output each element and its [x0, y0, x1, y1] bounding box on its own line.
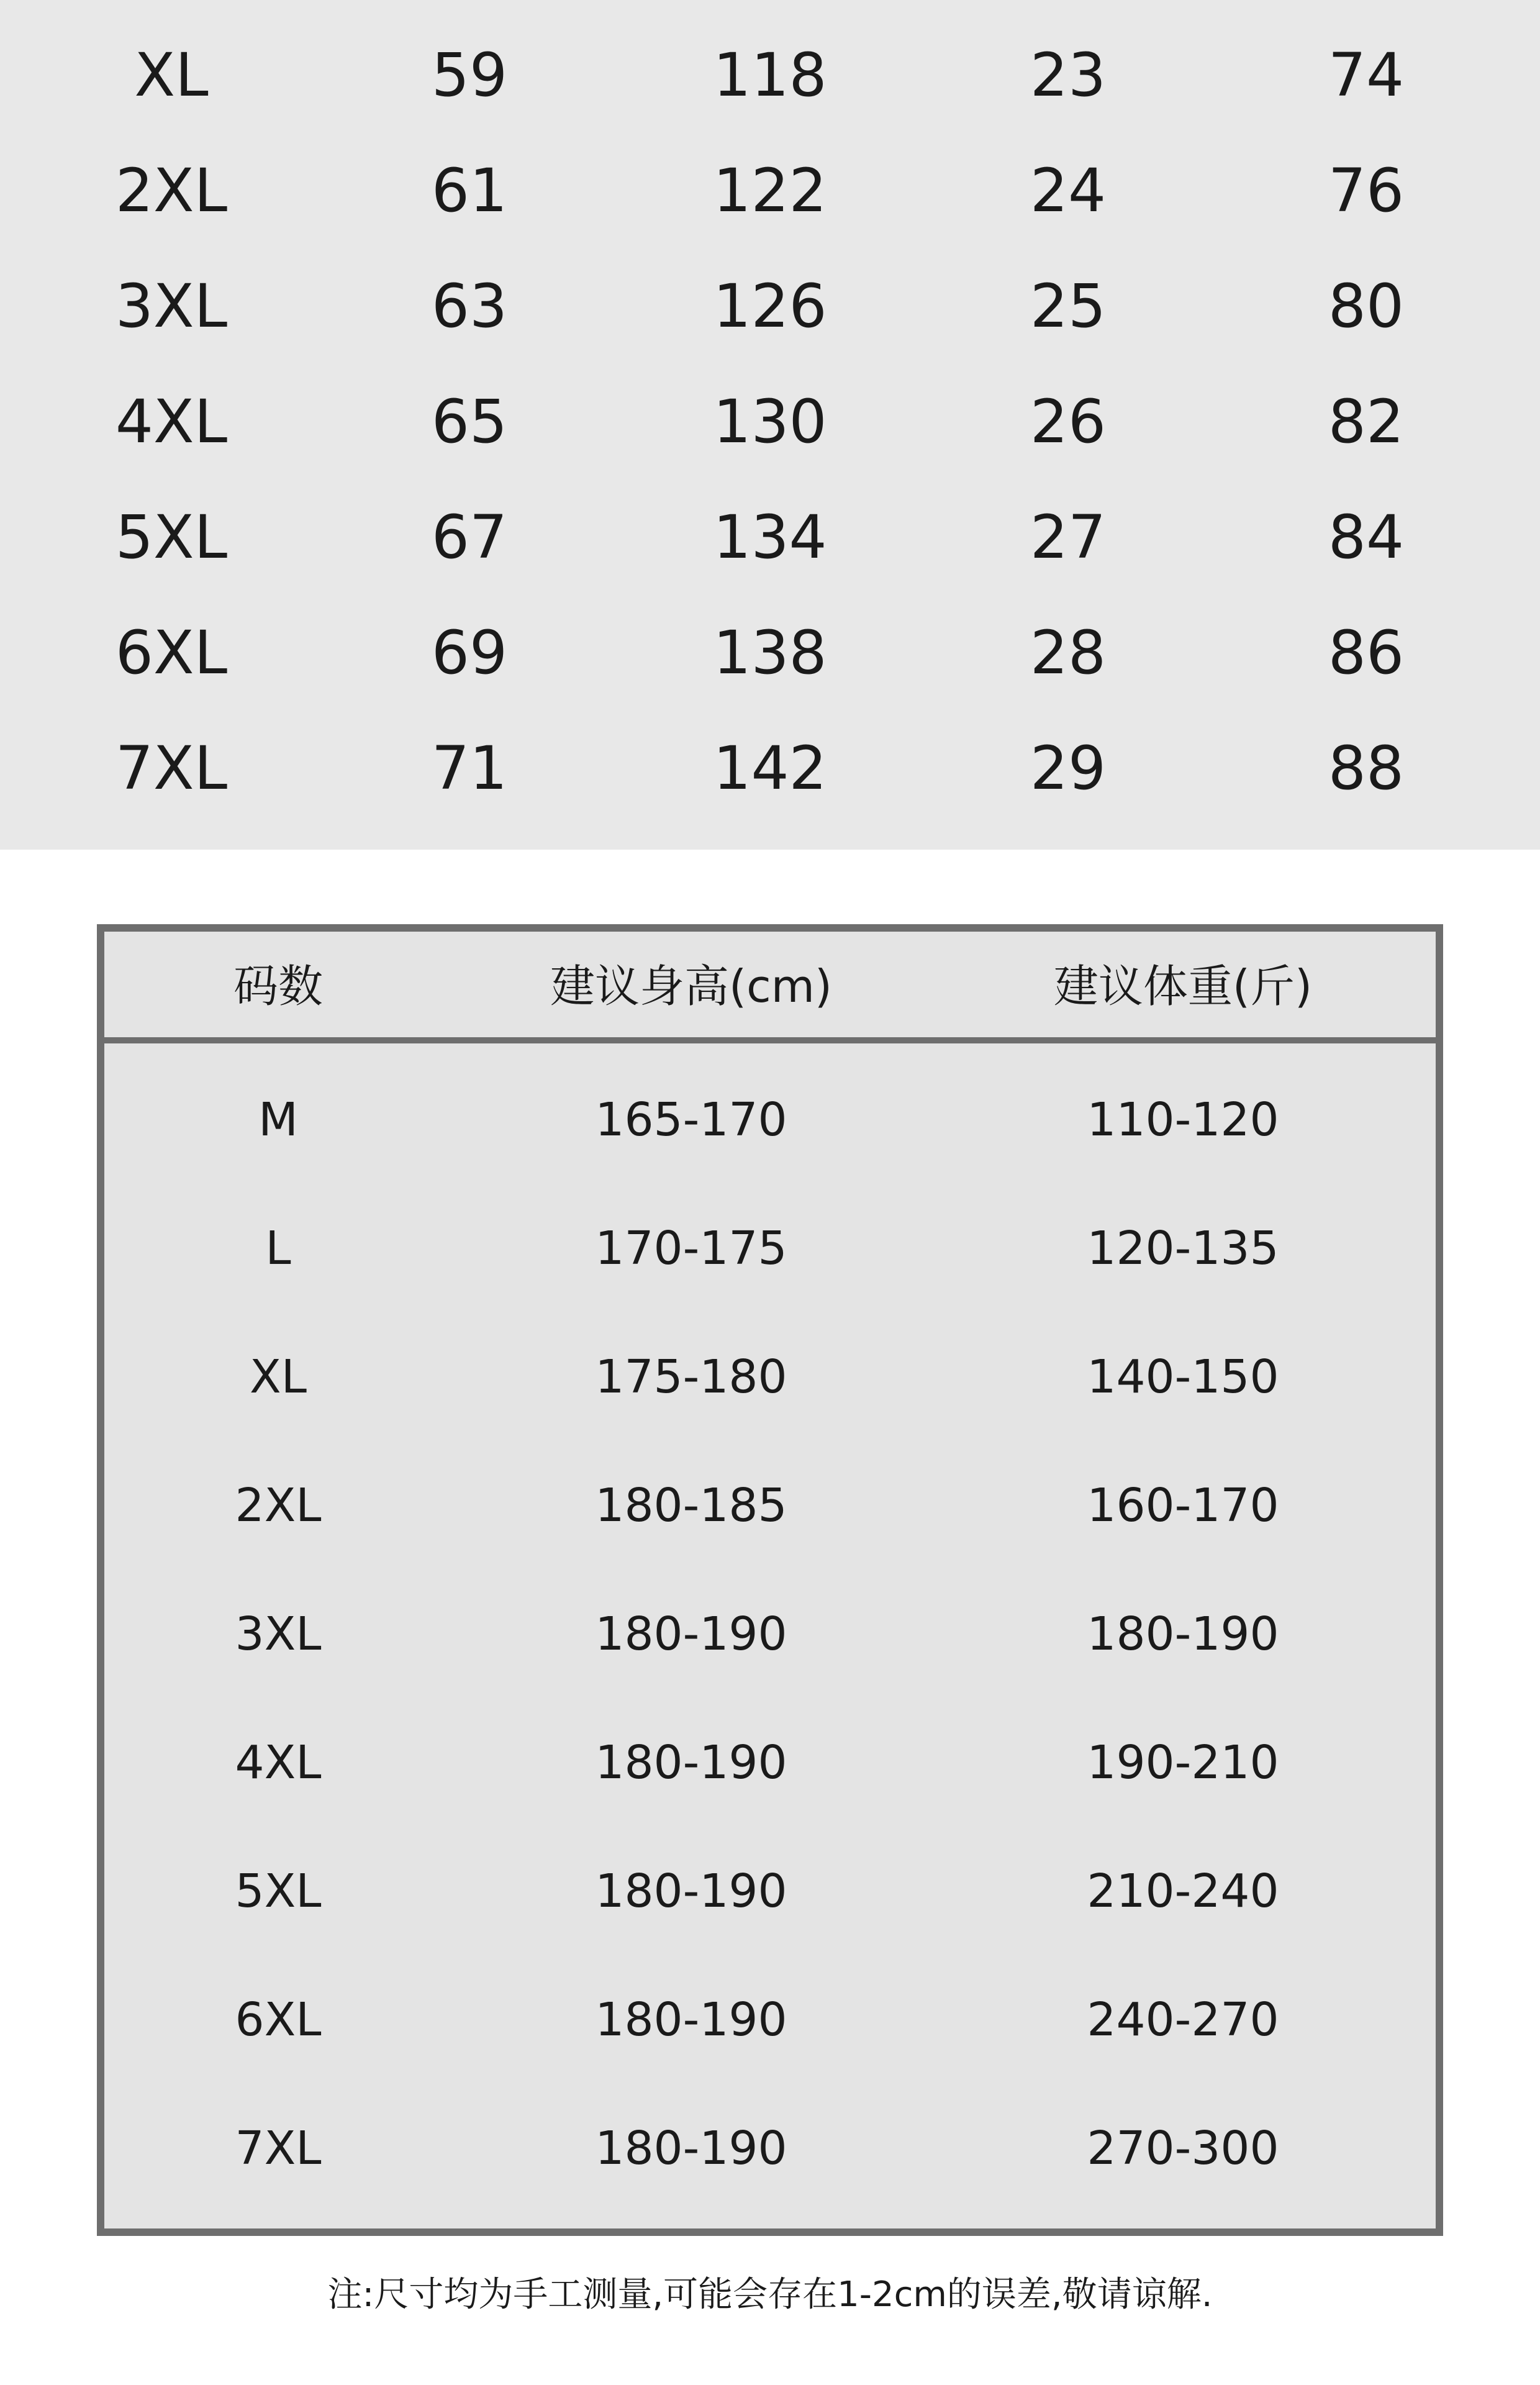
size-cell: L [265, 1222, 291, 1275]
size-cell: 3XL [235, 1607, 322, 1661]
weight-cell: 160-170 [1087, 1479, 1279, 1532]
value-cell: 24 [1030, 156, 1107, 225]
header-size: 码数 [233, 960, 323, 1012]
measure-row-4xl [0, 364, 1540, 479]
value-cell: 80 [1328, 271, 1405, 341]
value-cell: 29 [1030, 734, 1107, 803]
value-cell: 142 [713, 734, 827, 803]
measurement-disclaimer: 注:尺寸均为手工测量,可能会存在1-2cm的误差,敬请谅解. [327, 2274, 1213, 2315]
table-row [104, 1699, 1436, 1827]
height-cell: 180-190 [595, 1865, 787, 1918]
weight-cell: 120-135 [1087, 1222, 1279, 1275]
value-cell: 82 [1328, 387, 1405, 457]
table-header [104, 932, 1436, 1043]
value-cell: 27 [1030, 502, 1107, 572]
height-cell: 165-170 [595, 1093, 787, 1147]
size-cell: 2XL [115, 156, 228, 225]
value-cell: 63 [431, 271, 508, 341]
weight-cell: 210-240 [1087, 1865, 1279, 1918]
size-cell: XL [250, 1350, 307, 1404]
value-cell: 84 [1328, 502, 1405, 572]
height-cell: 170-175 [595, 1222, 787, 1275]
value-cell: 74 [1328, 40, 1405, 110]
size-cell: 4XL [235, 1736, 322, 1789]
value-cell: 61 [431, 156, 508, 225]
size-cell: XL [134, 40, 209, 110]
value-cell: 138 [713, 618, 827, 688]
value-cell: 126 [713, 271, 827, 341]
height-cell: 180-190 [595, 1993, 787, 2047]
value-cell: 69 [431, 618, 508, 688]
value-cell: 86 [1328, 618, 1405, 688]
value-cell: 122 [713, 156, 827, 225]
value-cell: 26 [1030, 387, 1107, 457]
weight-cell: 140-150 [1087, 1350, 1279, 1404]
size-cell: 3XL [115, 271, 228, 341]
weight-cell: 190-210 [1087, 1736, 1279, 1789]
size-cell: 6XL [115, 618, 228, 688]
value-cell: 118 [713, 40, 827, 110]
measure-row-6xl [0, 595, 1540, 711]
value-cell: 23 [1030, 40, 1107, 110]
table-row [104, 1956, 1436, 2084]
size-cell: 7XL [235, 2122, 322, 2175]
size-cell: M [258, 1093, 298, 1147]
value-cell: 67 [431, 502, 508, 572]
size-cell: 6XL [235, 1993, 322, 2047]
value-cell: 65 [431, 387, 508, 457]
table-row [104, 1570, 1436, 1699]
measure-row-3xl [0, 248, 1540, 364]
size-cell: 5XL [115, 502, 228, 572]
table-row [104, 1184, 1436, 1313]
weight-cell: 180-190 [1087, 1607, 1279, 1661]
table-row [104, 1827, 1436, 1956]
value-cell: 76 [1328, 156, 1405, 225]
value-cell: 28 [1030, 618, 1107, 688]
table-row [104, 2084, 1436, 2213]
header-weight: 建议体重(斤) [1053, 960, 1313, 1012]
value-cell: 25 [1030, 271, 1107, 341]
measurement-table [0, 0, 1540, 850]
size-recommendation-table [97, 924, 1443, 2236]
height-cell: 180-185 [595, 1479, 787, 1532]
height-cell: 180-190 [595, 1736, 787, 1789]
table-row [104, 1056, 1436, 1184]
weight-cell: 270-300 [1087, 2122, 1279, 2175]
value-cell: 71 [431, 734, 508, 803]
value-cell: 59 [431, 40, 508, 110]
height-cell: 180-190 [595, 2122, 787, 2175]
measure-row-7xl [0, 711, 1540, 826]
header-height: 建议身高(cm) [550, 960, 832, 1012]
measure-row-2xl [0, 133, 1540, 248]
weight-cell: 240-270 [1087, 1993, 1279, 2047]
height-cell: 175-180 [595, 1350, 787, 1404]
measure-row-5xl [0, 479, 1540, 595]
size-cell: 7XL [115, 734, 228, 803]
weight-cell: 110-120 [1087, 1093, 1279, 1147]
measure-row-xl [0, 17, 1540, 133]
table-row [104, 1313, 1436, 1442]
value-cell: 88 [1328, 734, 1405, 803]
value-cell: 134 [713, 502, 827, 572]
size-cell: 5XL [235, 1865, 322, 1918]
value-cell: 130 [713, 387, 827, 457]
height-cell: 180-190 [595, 1607, 787, 1661]
size-cell: 4XL [115, 387, 228, 457]
table-row [104, 1442, 1436, 1570]
size-cell: 2XL [235, 1479, 322, 1532]
